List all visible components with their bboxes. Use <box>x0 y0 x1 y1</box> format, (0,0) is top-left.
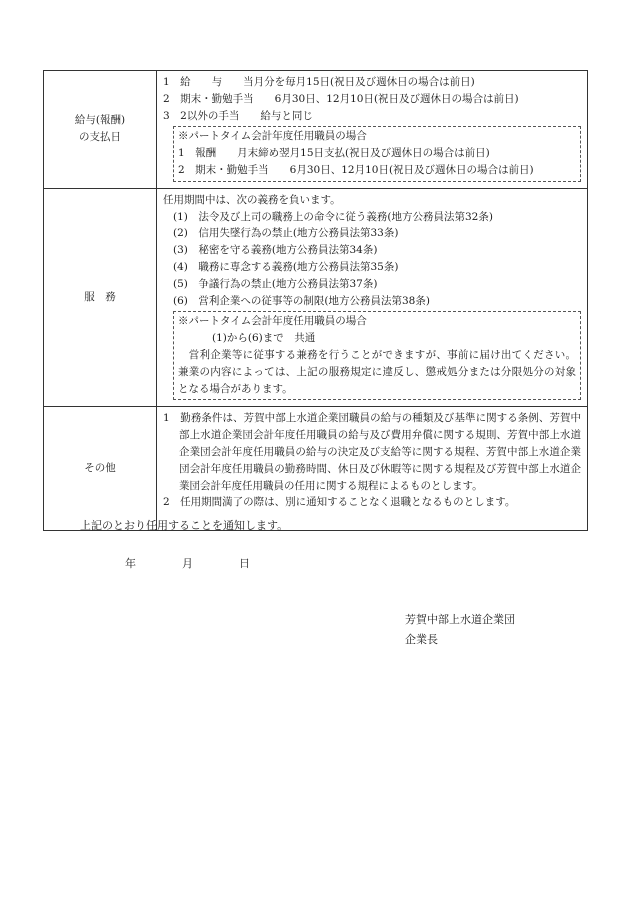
pay-box-line-bonus: 2 期末・勤勉手当 6月30日、12月10日(祝日及び週休日の場合は前日) <box>178 163 534 176</box>
other-item-expiry: 2 任用期間満了の際は、別に通知することなく退職となるものとします。 <box>163 496 516 509</box>
pay-box-title: ※パートタイム会計年度任用職員の場合 <box>178 130 367 143</box>
pay-box-line-remuneration: 1 報酬 月末締め翌月15日支払(祝日及び週休日の場合は前日) <box>178 147 490 160</box>
duty-part-time-box <box>173 311 581 400</box>
pay-date-label <box>44 71 157 189</box>
duty-item: (1) 法令及び上司の職務上の命令に従う義務(地方公務員法第32条) <box>173 210 493 223</box>
date-month: 月 <box>182 557 193 570</box>
duty-label: 服 務 <box>44 188 157 407</box>
date-line <box>125 555 250 571</box>
employment-terms-table <box>43 70 588 531</box>
signature-block <box>405 610 515 650</box>
pay-label-line2: の支払日 <box>79 131 121 144</box>
duty-box-common: (1)から(6)まで 共通 <box>212 332 316 345</box>
duty-box-paragraph: 営利企業等に従事する兼務を行うことができますが、事前に届け出てください。兼業の内容によっては、上記の服務規定に違反し、懲戒処分または分限処分の対象となる場合があります。 <box>178 348 576 395</box>
other-item-conditions: 1 勤務条件は、芳賀中部上水道企業団職員の給与の種類及び基準に関する条例、芳賀中部上水道企業団会計年度任用職員の給与及び費用弁償に関する規則、芳賀中部上水道企業団会計年度任用職員の給与の決定及び支給等に関する規程、芳賀中部上水道企業団会計年度任用職員の勤務時間、休日及び休暇等に関する規程及び芳賀中部上水道企業団会計年度任用職員の任用に関する規程によるものとします。 <box>163 412 581 492</box>
pay-date-row <box>44 71 588 189</box>
pay-part-time-box <box>173 126 581 181</box>
duty-content <box>157 188 588 407</box>
duty-row <box>44 188 588 407</box>
pay-line-salary: 1 給 与 当月分を毎月15日(祝日及び週休日の場合は前日) <box>163 76 475 88</box>
duty-item: (5) 争議行為の禁止(地方公務員法第37条) <box>173 277 378 290</box>
signature-org: 芳賀中部上水道企業団 <box>405 613 515 626</box>
duty-item: (4) 職務に専念する義務(地方公務員法第35条) <box>173 260 399 273</box>
duty-item: (2) 信用失墜行為の禁止(地方公務員法第33条) <box>173 227 399 240</box>
other-row <box>44 407 588 531</box>
duty-intro: 任用期間中は、次の義務を負います。 <box>163 193 341 206</box>
signature-title: 企業長 <box>405 633 438 646</box>
notice-text: 上記のとおり任用することを通知します。 <box>80 519 289 532</box>
duty-box-title: ※パートタイム会計年度任用職員の場合 <box>178 315 367 328</box>
pay-line-bonus: 2 期末・勤勉手当 6月30日、12月10日(祝日及び週休日の場合は前日) <box>163 92 519 105</box>
other-content <box>157 407 588 531</box>
pay-label-line1: 給与(報酬) <box>74 114 126 127</box>
other-label: その他 <box>44 407 157 531</box>
date-year: 年 <box>125 557 136 570</box>
duty-item: (3) 秘密を守る義務(地方公務員法第34条) <box>173 244 378 257</box>
pay-line-other-allowance: 3 2以外の手当 給与と同じ <box>163 109 313 122</box>
date-day: 日 <box>239 557 250 570</box>
pay-date-content <box>157 71 588 189</box>
duty-item: (6) 営利企業への従事等の制限(地方公務員法第38条) <box>173 294 430 307</box>
